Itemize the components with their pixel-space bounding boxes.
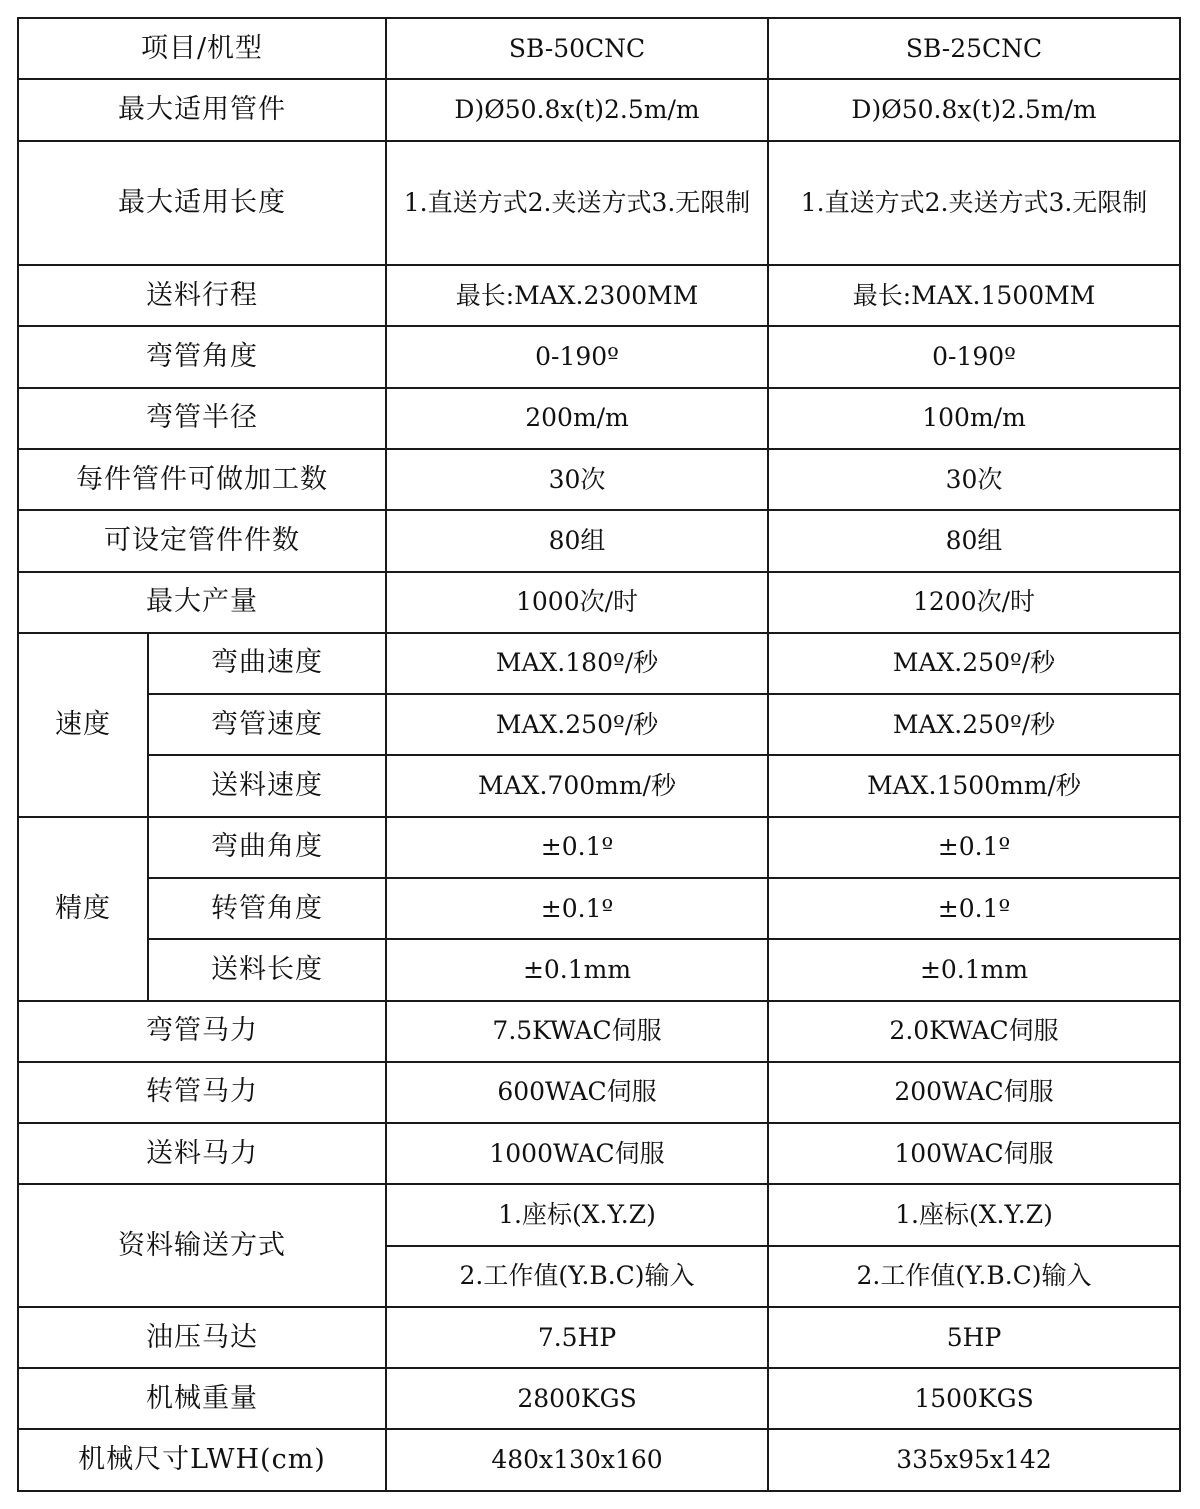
row-label: 弯曲速度: [148, 633, 386, 694]
model-a-header: SB-50CNC: [386, 18, 768, 79]
value-b: ±0.1mm: [768, 939, 1180, 1000]
value-a: 1000次/时: [386, 572, 768, 633]
table-row: [18, 141, 1180, 266]
value-a: 7.5HP: [386, 1307, 768, 1368]
table-row: [18, 1001, 1180, 1062]
value-a: 80组: [386, 510, 768, 571]
table-row: [18, 1184, 1180, 1245]
value-b: 1500KGS: [768, 1368, 1180, 1429]
group-label-precision: 精度: [18, 817, 148, 1001]
table-row: [18, 878, 1180, 939]
row-label: 最大产量: [18, 572, 386, 633]
value-a: 480x130x160: [386, 1429, 768, 1491]
spec-table: [17, 17, 1181, 1492]
table-row: [18, 79, 1180, 140]
value-a: 600WAC伺服: [386, 1062, 768, 1123]
table-row: [18, 817, 1180, 878]
table-row: [18, 1062, 1180, 1123]
row-label: 转管马力: [18, 1062, 386, 1123]
value-a: 7.5KWAC伺服: [386, 1001, 768, 1062]
row-label: 最大适用管件: [18, 79, 386, 140]
table-row: [18, 572, 1180, 633]
value-b: D)Ø50.8x(t)2.5m/m: [768, 79, 1180, 140]
value-a: 200m/m: [386, 388, 768, 449]
value-b: 200WAC伺服: [768, 1062, 1180, 1123]
row-label: 资料输送方式: [18, 1184, 386, 1307]
value-a: MAX.700mm/秒: [386, 755, 768, 816]
value-a: 1000WAC伺服: [386, 1123, 768, 1184]
value-a: 1.座标(X.Y.Z): [386, 1184, 768, 1245]
value-a: 1.直送方式2.夹送方式3.无限制: [386, 141, 768, 266]
value-b: 1.座标(X.Y.Z): [768, 1184, 1180, 1245]
row-label: 最大适用长度: [18, 141, 386, 266]
row-label: 弯管半径: [18, 388, 386, 449]
table-row: [18, 1429, 1180, 1491]
value-b: ±0.1º: [768, 817, 1180, 878]
value-b: 0-190º: [768, 326, 1180, 387]
spec-sheet: [17, 17, 1179, 1492]
row-label: 弯管速度: [148, 694, 386, 755]
row-label: 弯曲角度: [148, 817, 386, 878]
value-a: ±0.1º: [386, 817, 768, 878]
value-b: 335x95x142: [768, 1429, 1180, 1491]
value-b: MAX.1500mm/秒: [768, 755, 1180, 816]
value-a: 最长:MAX.2300MM: [386, 265, 768, 326]
table-row: [18, 326, 1180, 387]
table-row: [18, 1123, 1180, 1184]
row-label: 可设定管件件数: [18, 510, 386, 571]
row-label: 弯管角度: [18, 326, 386, 387]
value-b: 5HP: [768, 1307, 1180, 1368]
value-b: 2.工作值(Y.B.C)输入: [768, 1246, 1180, 1307]
value-b: ±0.1º: [768, 878, 1180, 939]
value-b: 30次: [768, 449, 1180, 510]
value-b: 2.0KWAC伺服: [768, 1001, 1180, 1062]
row-label: 送料马力: [18, 1123, 386, 1184]
table-row: [18, 755, 1180, 816]
row-label: 转管角度: [148, 878, 386, 939]
table-row: [18, 633, 1180, 694]
row-label: 弯管马力: [18, 1001, 386, 1062]
row-label: 机械尺寸LWH(cm): [18, 1429, 386, 1491]
row-label: 送料长度: [148, 939, 386, 1000]
row-label: 油压马达: [18, 1307, 386, 1368]
value-a: 2.工作值(Y.B.C)输入: [386, 1246, 768, 1307]
value-b: 100m/m: [768, 388, 1180, 449]
table-row: [18, 388, 1180, 449]
value-a: 2800KGS: [386, 1368, 768, 1429]
table-row: [18, 939, 1180, 1000]
value-b: 100WAC伺服: [768, 1123, 1180, 1184]
value-a: ±0.1º: [386, 878, 768, 939]
row-label: 送料行程: [18, 265, 386, 326]
table-row: [18, 510, 1180, 571]
value-b: 1200次/时: [768, 572, 1180, 633]
value-b: MAX.250º/秒: [768, 694, 1180, 755]
header-label: 项目/机型: [18, 18, 386, 79]
value-a: ±0.1mm: [386, 939, 768, 1000]
value-a: MAX.180º/秒: [386, 633, 768, 694]
value-b: 最长:MAX.1500MM: [768, 265, 1180, 326]
table-row: [18, 1307, 1180, 1368]
table-row: [18, 449, 1180, 510]
table-row: [18, 1368, 1180, 1429]
value-a: 0-190º: [386, 326, 768, 387]
value-b: 1.直送方式2.夹送方式3.无限制: [768, 141, 1180, 266]
row-label: 每件管件可做加工数: [18, 449, 386, 510]
header-row: [18, 18, 1180, 79]
value-b: 80组: [768, 510, 1180, 571]
model-b-header: SB-25CNC: [768, 18, 1180, 79]
value-a: 30次: [386, 449, 768, 510]
group-label-speed: 速度: [18, 633, 148, 817]
table-row: [18, 694, 1180, 755]
row-label: 机械重量: [18, 1368, 386, 1429]
value-b: MAX.250º/秒: [768, 633, 1180, 694]
row-label: 送料速度: [148, 755, 386, 816]
value-a: MAX.250º/秒: [386, 694, 768, 755]
value-a: D)Ø50.8x(t)2.5m/m: [386, 79, 768, 140]
table-row: [18, 265, 1180, 326]
